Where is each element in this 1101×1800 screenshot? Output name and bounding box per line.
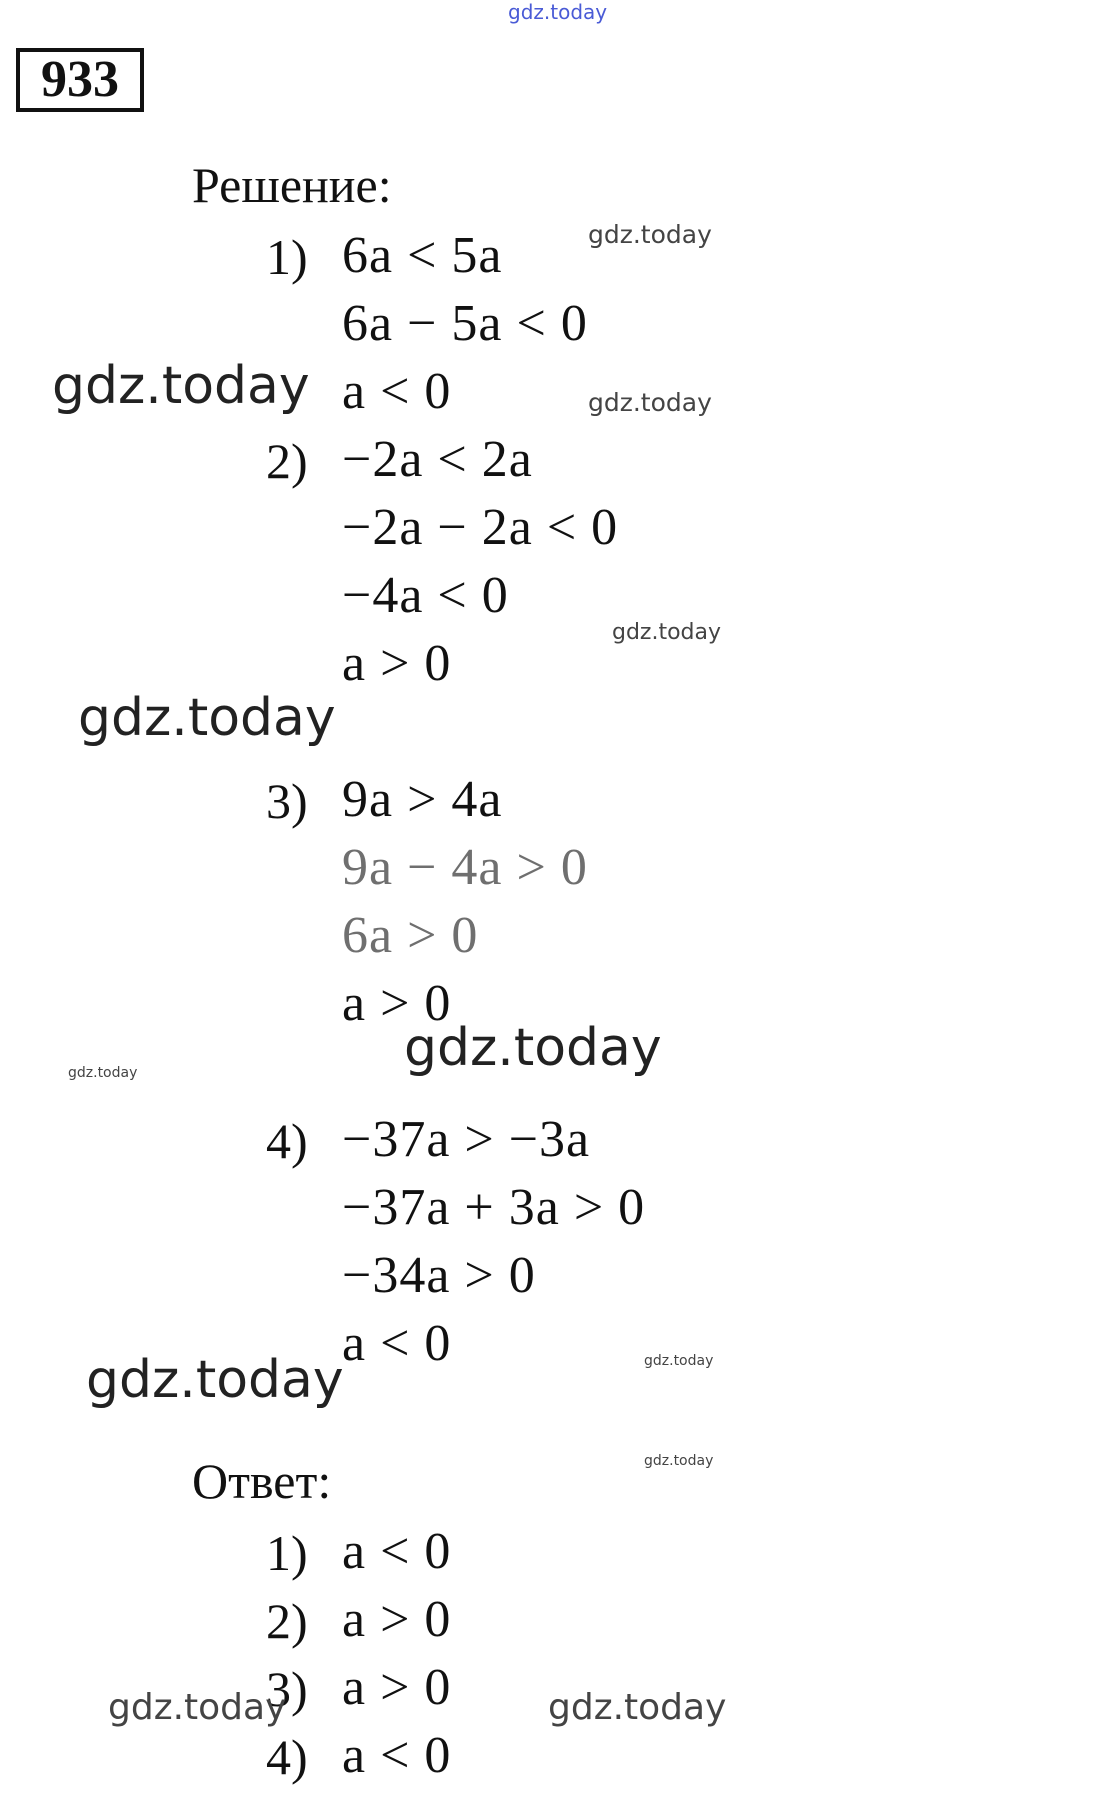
step-1-line-3: a < 0	[342, 363, 452, 420]
watermark: gdz.today	[52, 356, 310, 416]
answer-4-value: a < 0	[342, 1727, 452, 1784]
watermark: gdz.today	[548, 1687, 727, 1728]
step-1-label: 1)	[266, 229, 308, 285]
watermark: gdz.today	[404, 1018, 662, 1078]
answer-4-label: 4)	[266, 1729, 308, 1785]
watermark: gdz.today	[68, 1065, 138, 1081]
step-2-line-4: a > 0	[342, 635, 452, 692]
watermark: gdz.today	[612, 620, 722, 645]
step-4-line-1: −37a > −3a	[342, 1111, 591, 1168]
task-number: 933	[16, 48, 144, 112]
step-3-line-4: a > 0	[342, 975, 452, 1032]
step-2-line-2: −2a − 2a < 0	[342, 499, 619, 556]
step-4-line-3: −34a > 0	[342, 1247, 536, 1304]
step-4-line-4: a < 0	[342, 1315, 452, 1372]
step-1-line-2: 6a − 5a < 0	[342, 295, 588, 352]
answer-2-value: a > 0	[342, 1591, 452, 1648]
watermark: gdz.today	[588, 220, 712, 249]
watermark: gdz.today	[78, 688, 336, 748]
solution-heading: Решение:	[192, 157, 392, 213]
answer-heading: Ответ:	[192, 1453, 332, 1509]
step-3-label: 3)	[266, 773, 308, 829]
step-2-label: 2)	[266, 433, 308, 489]
step-3-line-1: 9a > 4a	[342, 771, 503, 828]
step-2-line-1: −2a < 2a	[342, 431, 533, 488]
step-1-line-1: 6a < 5a	[342, 227, 503, 284]
answer-2-label: 2)	[266, 1593, 308, 1649]
step-3-line-3: 6a > 0	[342, 907, 479, 964]
step-2-line-3: −4a < 0	[342, 567, 509, 624]
watermark: gdz.today	[644, 1453, 714, 1469]
step-3-line-2: 9a − 4a > 0	[342, 839, 588, 896]
watermark: gdz.today	[108, 1687, 287, 1728]
answer-1-label: 1)	[266, 1525, 308, 1581]
answer-3-label: 3)	[266, 1661, 308, 1717]
watermark: gdz.today	[86, 1350, 344, 1410]
watermark: gdz.today	[588, 388, 712, 417]
watermark-top: gdz.today	[508, 0, 608, 24]
step-4-line-2: −37a + 3a > 0	[342, 1179, 646, 1236]
answer-1-value: a < 0	[342, 1523, 452, 1580]
step-4-label: 4)	[266, 1113, 308, 1169]
answer-3-value: a > 0	[342, 1659, 452, 1716]
watermark: gdz.today	[644, 1353, 714, 1369]
